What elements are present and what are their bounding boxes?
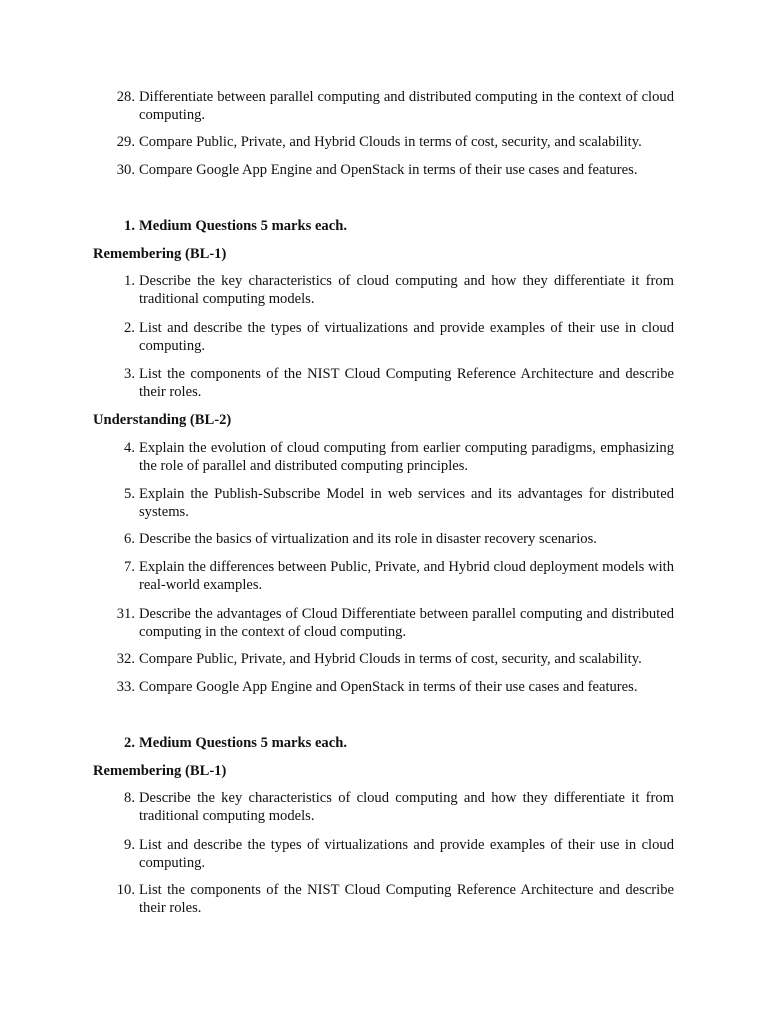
item-number: 3. [124,366,135,382]
item-text: Compare Google App Engine and OpenStack in terms of their use cases and features. [139,679,638,695]
list-item [0,133,674,151]
list-item [0,678,674,696]
item-number: 4. [124,440,135,456]
item-number: 29. [116,134,135,150]
item-text: List and describe the types of virtualizations and provide examples of their use in cloud computing. [139,320,674,354]
item-number: 9. [124,837,135,853]
subheading-understanding: Understanding (BL-2) [93,412,232,428]
item-text: List and describe the types of virtualizations and provide examples of their use in cloud computing. [139,837,674,871]
item-text: Describe the key characteristics of cloud computing and how they differentiate it from traditional computing models. [139,273,674,307]
item-number: 32. [116,651,135,667]
list-item [0,272,674,308]
item-text: List the components of the NIST Cloud Computing Reference Architecture and describe their roles. [139,366,674,400]
item-number: 31. [116,606,135,622]
list-item [0,836,674,872]
list-item [0,365,674,401]
list-item [0,88,674,124]
list-item [0,650,674,668]
item-text: Describe the advantages of Cloud Differentiate between parallel computing and distributed computing in the context of cloud computing. [139,606,674,640]
item-number: 33. [116,679,135,695]
subheading-remembering: Remembering (BL-1) [93,763,227,779]
item-text: List the components of the NIST Cloud Computing Reference Architecture and describe their roles. [139,882,674,916]
section-title: Medium Questions 5 marks each. [139,735,347,751]
item-number: 30. [116,162,135,178]
list-item [0,881,674,917]
subheading-remembering: Remembering (BL-1) [93,246,227,262]
item-text: Explain the differences between Public, Private, and Hybrid cloud deployment models with real-world examples. [139,559,674,593]
list-item [0,319,674,355]
item-text: Describe the key characteristics of cloud computing and how they differentiate it from traditional computing models. [139,790,674,824]
section-number: 1. [124,218,135,234]
item-text: Differentiate between parallel computing and distributed computing in the context of cloud computing. [139,89,674,123]
item-number: 2. [124,320,135,336]
item-text: Compare Public, Private, and Hybrid Clouds in terms of cost, security, and scalability. [139,651,642,667]
item-number: 10. [116,882,135,898]
item-text: Compare Google App Engine and OpenStack in terms of their use cases and features. [139,162,638,178]
section-title: Medium Questions 5 marks each. [139,218,347,234]
item-text: Compare Public, Private, and Hybrid Clouds in terms of cost, security, and scalability. [139,134,642,150]
item-number: 5. [124,486,135,502]
list-item [0,558,674,594]
item-text: Describe the basics of virtualization and its role in disaster recovery scenarios. [139,531,597,547]
item-number: 7. [124,559,135,575]
item-text: Explain the evolution of cloud computing from earlier computing paradigms, emphasizing the role of parallel and distributed computing principles. [139,440,674,474]
item-text: Explain the Publish-Subscribe Model in web services and its advantages for distributed systems. [139,486,674,520]
item-number: 1. [124,273,135,289]
list-item [0,485,674,521]
section-number: 2. [124,735,135,751]
list-item [0,530,674,548]
list-item [0,605,674,641]
list-item [0,161,674,179]
section-heading [0,217,347,235]
list-item [0,789,674,825]
section-heading [0,734,347,752]
item-number: 8. [124,790,135,806]
list-item [0,439,674,475]
item-number: 6. [124,531,135,547]
item-number: 28. [116,89,135,105]
